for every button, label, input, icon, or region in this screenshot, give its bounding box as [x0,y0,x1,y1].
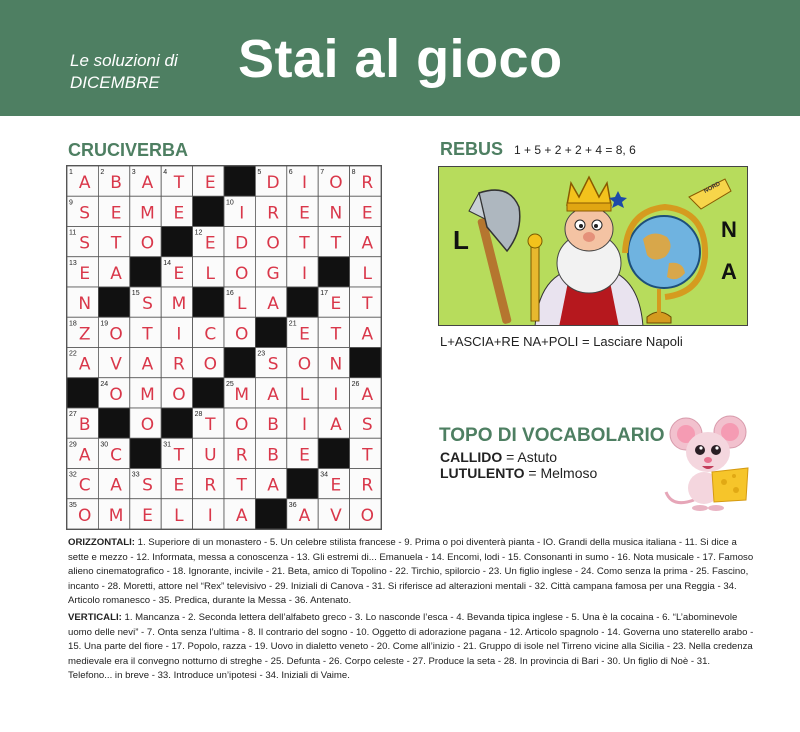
clues-verticali [68,611,754,684]
page-header [0,0,800,116]
crossword-letter: A [267,384,279,405]
crossword-cell-number: 30 [100,441,109,449]
crossword-heading: CRUCIVERBA [68,140,189,160]
crossword-letter: R [172,354,185,375]
crossword-black-cell [193,287,224,317]
crossword-letter: B [110,173,122,194]
crossword-letter: E [173,475,185,496]
crossword-letter: E [299,445,310,466]
rebus-illustration [438,166,748,326]
crossword-cell-number: 29 [69,441,77,449]
crossword-letter: S [79,233,91,254]
crossword-cell-number: 36 [288,501,297,509]
crossword-letter: A [330,415,342,436]
crossword-letter: S [142,475,153,496]
header-subtitle [70,50,178,94]
crossword-cell-number: 34 [320,471,328,479]
crossword-letter: A [110,475,122,496]
crossword-letter: E [142,505,153,526]
crossword-letter: I [301,415,308,436]
crossword-cell-number: 27 [69,411,77,418]
crossword-cell-number: 1 [69,169,73,176]
crossword-black-cell [224,348,255,378]
verticali-text: 1. Mancanza - 2. Seconda lettera dell’alfabeto greco - 3. Lo nasconde l’esca - 4. Bevanda tipica inglese - 5. Una è la cocaina - 6. “L’abominevole uomo delle nevi” - 7. Onta senza l’ultima - 8. Il contrario del sogno - 10. Oggetto di adorazione pagana - 12. Articolo spagnolo - 14. Governa uno staterello arabo - 15. Una parte del fiore - 17. Popolo, razza - 19. Uovo in dialetto veneto - 20. Come all’inizio - 21. Gruppo di isole nel Tirreno vicine alla Sicilia - 23. Nella credenza medievale era il convegno notturno di streghe - 25. Defunta - 26. Corpo celeste - 27. Produce la seta - 28. In provincia di Bari - 30. Un figlio di Noè - 31. Telefono... in breve - 33. Introduce un’ipotesi - 34. Iniziali di Vaime. [68,612,754,682]
topo-word-2: LUTULENTO [440,465,525,481]
topo-word-1: CALLIDO [440,449,503,465]
crossword-letter: O [297,354,312,375]
crossword-letter: A [267,475,279,496]
crossword-letter: L [299,384,310,405]
crossword-black-cell [161,408,192,438]
crossword-letter: Z [78,324,91,345]
crossword-letter: S [361,415,373,436]
subtitle-line-2: DICEMBRE [70,73,160,92]
crossword-letter: O [109,324,123,345]
crossword-letter: U [204,445,217,466]
rebus-letter-a: A [721,259,737,284]
crossword-letter: E [330,475,342,496]
crossword-letter: N [329,354,343,375]
crossword-cell-number: 22 [69,350,77,358]
crossword-black-cell [130,257,161,287]
crossword-black-cell [287,287,318,317]
orizzontali-text: 1. Superiore di un monastero - 5. Un celebre stilista francese - 9. Prima o poi diventerà pianta - IO. Grandi della musica italiana - 11. Si dice a sette e mezzo - 12. Informata, messa a conoscenza - 13. Gli estremi di... Emanuela - 14. Encomi, lodi - 15. Consonanti in sumo - 16. Nota musicale - 17. Famoso alieno cinematografico - 18. Ignorante, incivile - 21. Beta, amico di Topolino - 22. Tirchio, spilorcio - 23. Un figlio inglese - 24. Como senza la prima - 25. Fascino, incanto - 28. Moretti, attore nel “Rex” televisivo - 29. Iniziali di Canova - 31. Si riferisce ad alterazioni mentali - 32. Città campana famosa per una Reggia - 34. Articolo romanesco - 35. Predica, durante la Messa - 36. Antenato. [68,537,754,607]
crossword-cell-number: 14 [163,259,171,267]
crossword-letter: A [267,294,279,315]
crossword-letter: T [299,233,310,254]
crossword-cell-number: 25 [226,380,234,388]
crossword-letter: I [207,505,213,526]
crossword-letter: A [141,173,154,194]
globe-nord-tag: NORD [703,181,722,195]
crossword-cell-number: 31 [163,441,171,449]
crossword-black-cell [255,317,286,347]
crossword-letter: T [173,173,185,194]
crossword-letter: M [171,294,187,315]
crossword-letter: M [140,203,155,224]
crossword-letter: R [267,203,280,224]
crossword-letter: C [110,445,123,466]
crossword-letter: O [235,263,249,284]
crossword-letter: E [299,324,310,345]
crossword-letter: O [235,415,249,436]
crossword-letter: E [79,263,91,284]
crossword-letter: O [140,415,155,436]
topo-line-2 [440,465,597,481]
crossword-letter: R [361,475,374,496]
crossword-cell-number: 11 [69,229,77,237]
crossword-letter: S [79,203,91,224]
clues-orizzontali [68,536,754,609]
crossword-cell-number: 7 [320,169,325,176]
crossword-letter: I [301,173,308,194]
crossword-letter: B [78,415,91,436]
crossword-letter: O [78,505,92,526]
verticali-label: VERTICALI: [68,612,122,623]
crossword-letter: N [78,294,92,315]
crossword-letter: B [267,415,279,436]
topo-def-1: = Astuto [506,449,558,465]
crossword-black-cell [193,196,224,226]
crossword-cell-number: 19 [100,320,109,328]
crossword-cell-number: 13 [69,259,77,267]
crossword-black-cell [98,408,129,438]
crossword-letter: E [204,173,216,194]
crossword-letter: S [142,294,153,315]
crossword-letter: C [78,475,91,496]
crossword-letter: R [235,445,248,466]
crossword-letter: E [204,233,216,254]
crossword-letter: O [235,324,249,345]
crossword-grid [66,165,382,530]
crossword-letter: A [141,354,154,375]
crossword-letter: A [78,354,91,375]
crossword-cell-number: 9 [69,199,73,207]
rebus-solution: L+ASCIA+RE NA+POLI = Lasciare Napoli [440,334,683,349]
crossword-letter: L [205,263,216,284]
crossword-cell-number: 33 [131,471,140,479]
crossword-letter: D [235,233,249,254]
crossword-cell-number: 3 [131,169,136,176]
crossword-letter: O [140,233,155,254]
crossword-letter: B [267,445,279,466]
crossword-letter: T [142,324,153,345]
crossword-letter: O [109,384,123,405]
mouse-mascot-icon [664,412,756,512]
topo-def-2: = Melmoso [528,465,598,481]
crossword-cell-number: 18 [69,320,77,328]
crossword-cell-number: 5 [257,169,262,176]
topo-heading: TOPO DI VOCABOLARIO [439,425,665,446]
crossword-letter: I [239,203,245,224]
crossword-letter: V [330,505,342,526]
rebus-heading: REBUS [440,139,504,159]
globe-icon [625,179,731,323]
crossword-letter: I [176,324,182,345]
crossword-letter: T [362,445,373,466]
crossword-cell-number: 16 [226,290,234,297]
rebus-letter-n: N [721,217,737,242]
crossword-cell-number: 8 [351,169,356,176]
topo-line-1 [440,449,597,465]
crossword-letter: E [299,203,310,224]
rebus-hint: 1 + 5 + 2 + 2 + 4 = 8, 6 [514,143,636,157]
topo-definitions [440,449,597,481]
crossword-letter: O [172,384,186,405]
crossword-letter: L [362,263,373,284]
crossword-letter: A [298,505,311,526]
crossword-letter: A [235,505,248,526]
crossword-black-cell [350,348,381,378]
crossword-letter: A [78,173,91,194]
crossword-letter: N [329,203,343,224]
crossword-letter: E [330,294,342,315]
crossword-letter: L [236,294,247,315]
crossword-cell-number: 17 [320,290,328,297]
crossword-letter: A [361,324,374,345]
crossword-cell-number: 4 [163,169,168,176]
crossword-letter: S [267,354,279,375]
crossword-grid-svg [67,166,381,529]
crossword-black-cell [161,227,192,257]
crossword-letter: M [108,505,124,526]
crossword-cell-number: 24 [100,380,109,388]
crossword-letter: E [173,263,185,284]
subtitle-line-1: Le soluzioni di [70,51,178,70]
crossword-letter: A [361,384,374,405]
page-title: Stai al gioco [238,29,563,89]
crossword-black-cell [193,378,224,408]
crossword-cell-number: 32 [69,471,77,479]
crossword-letter: I [333,384,339,405]
crossword-letter: E [110,203,122,224]
crossword-cell-number: 23 [257,350,266,358]
crossword-letter: T [173,445,185,466]
crossword-letter: I [301,263,308,284]
crossword-letter: G [266,263,280,284]
crossword-black-cell [98,287,129,317]
crossword-letter: A [78,445,91,466]
crossword-black-cell [255,499,286,529]
crossword-cell-number: 35 [69,501,77,509]
crossword-letter: T [236,475,247,496]
crossword-letter: A [361,233,374,254]
crossword-black-cell [130,438,161,468]
crossword-letter: R [204,475,217,496]
crossword-cell-number: 28 [194,411,203,418]
crossword-letter: M [140,384,155,405]
crossword-letter: L [174,505,184,526]
crossword-black-cell [318,438,349,468]
crossword-cell-number: 26 [351,380,360,388]
crossword-letter: A [110,263,122,284]
crossword-letter: T [362,294,373,315]
crossword-cell-number: 21 [288,320,297,328]
crossword-letter: R [361,173,374,194]
crossword-cell-number: 10 [226,199,234,207]
orizzontali-label: ORIZZONTALI: [68,537,135,548]
crossword-letter: C [204,324,217,345]
crossword-cell-number: 6 [288,169,293,176]
axe-icon [469,190,520,324]
crossword-letter: O [203,354,217,375]
crossword-letter: O [360,505,374,526]
crossword-cell-number: 15 [131,290,140,297]
crossword-black-cell [67,378,98,408]
crossword-black-cell [318,257,349,287]
crossword-letter: V [110,354,122,375]
crossword-letter: E [361,203,373,224]
crossword-cell-number: 2 [100,169,105,176]
crossword-letter: T [205,415,216,436]
crossword-letter: T [330,233,342,254]
crossword-letter: T [330,324,342,345]
crossword-letter: O [329,173,343,194]
crossword-black-cell [287,469,318,499]
crossword-cell-number: 12 [194,229,203,237]
crossword-black-cell [224,166,255,196]
crossword-letter: M [234,384,250,405]
crossword-letter: E [173,203,185,224]
crossword-letter: T [110,233,122,254]
crossword-letter: D [266,173,280,194]
rebus-letter-l: L [453,225,469,255]
crossword-letter: O [266,233,280,254]
